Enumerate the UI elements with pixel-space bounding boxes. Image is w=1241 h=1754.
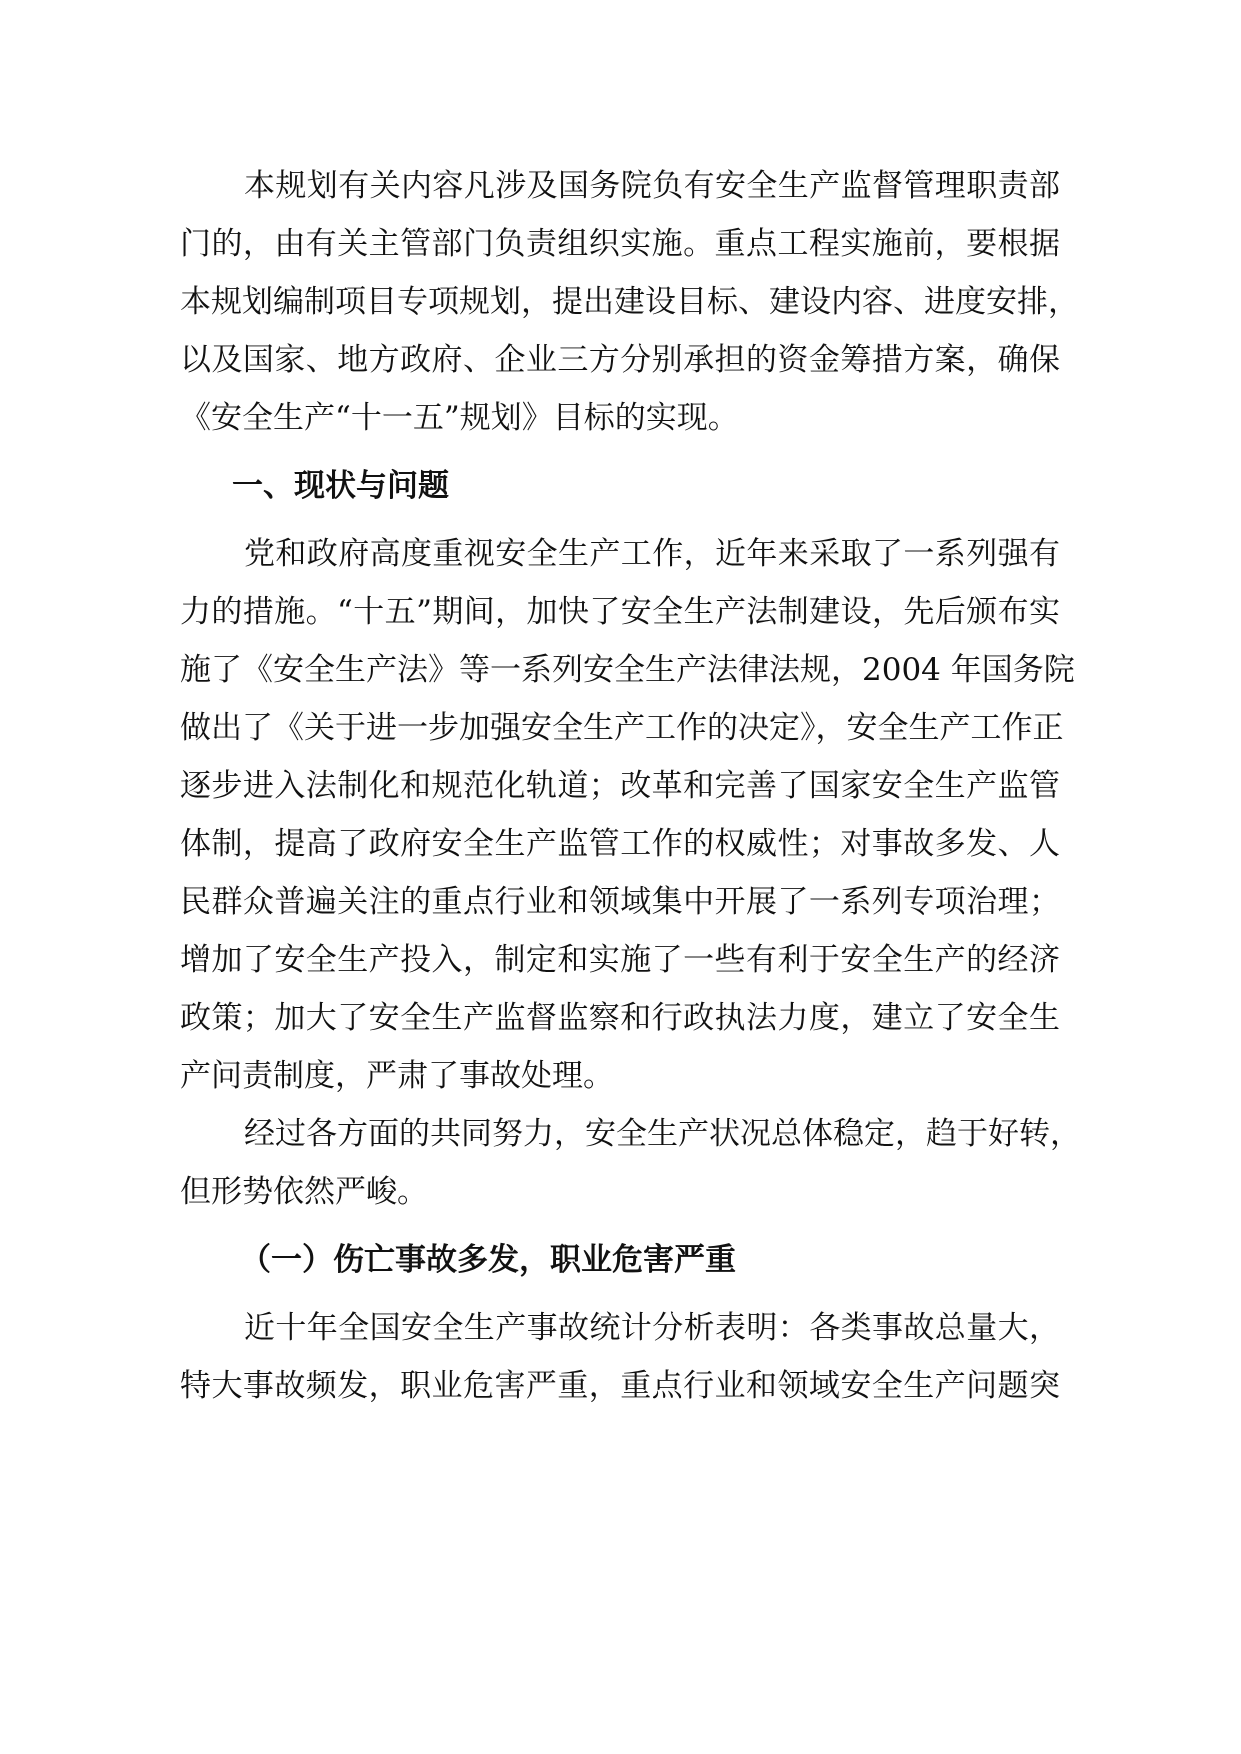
paragraph-line: 本规划有关内容凡涉及国务院负有安全生产监督管理职责部 [244,168,1060,204]
paragraph-line: 产问责制度，严肃了事故处理。 [180,1058,614,1094]
paragraph-line: 本规划编制项目专项规划，提出建设目标、建设内容、进度安排， [180,284,1079,320]
subsection-heading: （一）伤亡事故多发，职业危害严重 [240,1242,736,1278]
paragraph-line: 门的，由有关主管部门负责组织实施。重点工程实施前，要根据 [180,226,1060,262]
paragraph-line: 施了《安全生产法》等一系列安全生产法律法规，2004 年国务院 [180,652,1075,688]
paragraph-line: 政策；加大了安全生产监督监察和行政执法力度，建立了安全生 [180,1000,1060,1036]
paragraph-line: 特大事故频发，职业危害严重，重点行业和领域安全生产问题突 [180,1368,1060,1404]
paragraph-line: 民群众普遍关注的重点行业和领域集中开展了一系列专项治理； [180,884,1060,920]
paragraph-line: 增加了安全生产投入，制定和实施了一些有利于安全生产的经济 [180,942,1060,978]
paragraph-line: 做出了《关于进一步加强安全生产工作的决定》，安全生产工作正 [180,710,1064,746]
paragraph-line: 体制，提高了政府安全生产监管工作的权威性；对事故多发、人 [180,826,1060,862]
paragraph-line: 力的措施。“十五”期间，加快了安全生产法制建设，先后颁布实 [180,594,1060,630]
paragraph-line: 但形势依然严峻。 [180,1174,428,1210]
paragraph-line: 经过各方面的共同努力，安全生产状况总体稳定，趋于好转， [244,1116,1081,1152]
paragraph-line: 《安全生产“十一五”规划》目标的实现。 [180,400,739,436]
paragraph-line: 逐步进入法制化和规范化轨道；改革和完善了国家安全生产监管 [180,768,1060,804]
paragraph-line: 以及国家、地方政府、企业三方分别承担的资金筹措方案，确保 [180,342,1060,378]
paragraph-line: 近十年全国安全生产事故统计分析表明：各类事故总量大， [244,1310,1060,1346]
section-heading: 一、现状与问题 [232,468,449,504]
paragraph-line: 党和政府高度重视安全生产工作，近年来采取了一系列强有 [244,536,1060,572]
